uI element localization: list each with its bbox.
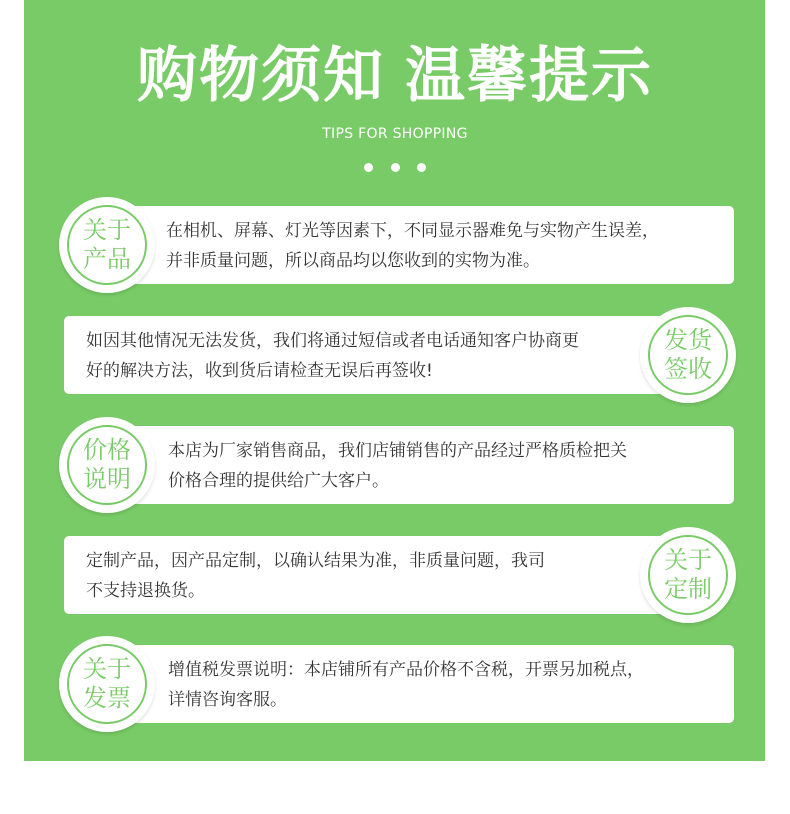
badge-shipping <box>640 307 736 403</box>
notice-text-line1: 在相机、屏幕、灯光等因素下，不同显示器难免与实物产生误差， <box>166 221 659 241</box>
notice-text-line2: 好的解决方法，收到货后请检查无误后再签收! <box>86 361 433 381</box>
badge-line2: 说明 <box>83 465 131 493</box>
badge-ring <box>67 205 147 285</box>
badge-line2: 签收 <box>664 355 712 383</box>
notice-text-line2: 详情咨询客服。 <box>168 690 287 710</box>
notice-card-shipping <box>64 316 682 394</box>
badge-ring <box>67 425 147 505</box>
notice-text-line1: 增值税发票说明：本店铺所有产品价格不含税，开票另加税点， <box>168 660 644 680</box>
notice-text <box>168 436 627 496</box>
badge-product <box>59 197 155 293</box>
notice-text <box>86 326 579 386</box>
badge-line2: 发票 <box>83 684 131 712</box>
notice-text <box>86 546 545 606</box>
notice-card-price <box>116 426 734 504</box>
notice-card-custom <box>64 536 682 614</box>
notice-text-line2: 并非质量问题，所以商品均以您收到的实物为准。 <box>166 251 540 271</box>
title-part2: 温馨提示 <box>405 41 653 111</box>
notice-text-line1: 如因其他情况无法发货，我们将通过短信或者电话通知客户协商更 <box>86 331 579 351</box>
notice-text <box>166 216 659 276</box>
title-part1: 购物须知 <box>137 41 385 111</box>
page-subtitle: TIPS FOR SHOPPING <box>322 126 468 142</box>
notice-text-line2: 不支持退换货。 <box>86 581 205 601</box>
badge-price <box>59 417 155 513</box>
badge-invoice <box>59 636 155 732</box>
badge-line1: 关于 <box>664 546 712 574</box>
badge-line1: 关于 <box>83 655 131 683</box>
badge-line1: 价格 <box>83 436 131 464</box>
badge-custom <box>640 527 736 623</box>
badge-line1: 发货 <box>664 326 712 354</box>
badge-line1: 关于 <box>83 216 131 244</box>
dot-icon <box>417 163 426 172</box>
dot-icon <box>391 163 400 172</box>
badge-ring <box>648 535 728 615</box>
badge-line2: 产品 <box>83 245 131 273</box>
notice-text-line1: 定制产品，因产品定制，以确认结果为准，非质量问题，我司 <box>86 551 545 571</box>
badge-line2: 定制 <box>664 575 712 603</box>
notice-text <box>168 655 644 715</box>
notice-text-line1: 本店为厂家销售商品，我们店铺销售的产品经过严格质检把关 <box>168 441 627 461</box>
badge-ring <box>648 315 728 395</box>
notice-text-line2: 价格合理的提供给广大客户。 <box>168 471 389 491</box>
decorative-dots <box>0 157 790 167</box>
notice-card-product <box>116 206 734 284</box>
badge-ring <box>67 644 147 724</box>
page-title <box>0 40 790 112</box>
notice-card-invoice <box>116 645 734 723</box>
